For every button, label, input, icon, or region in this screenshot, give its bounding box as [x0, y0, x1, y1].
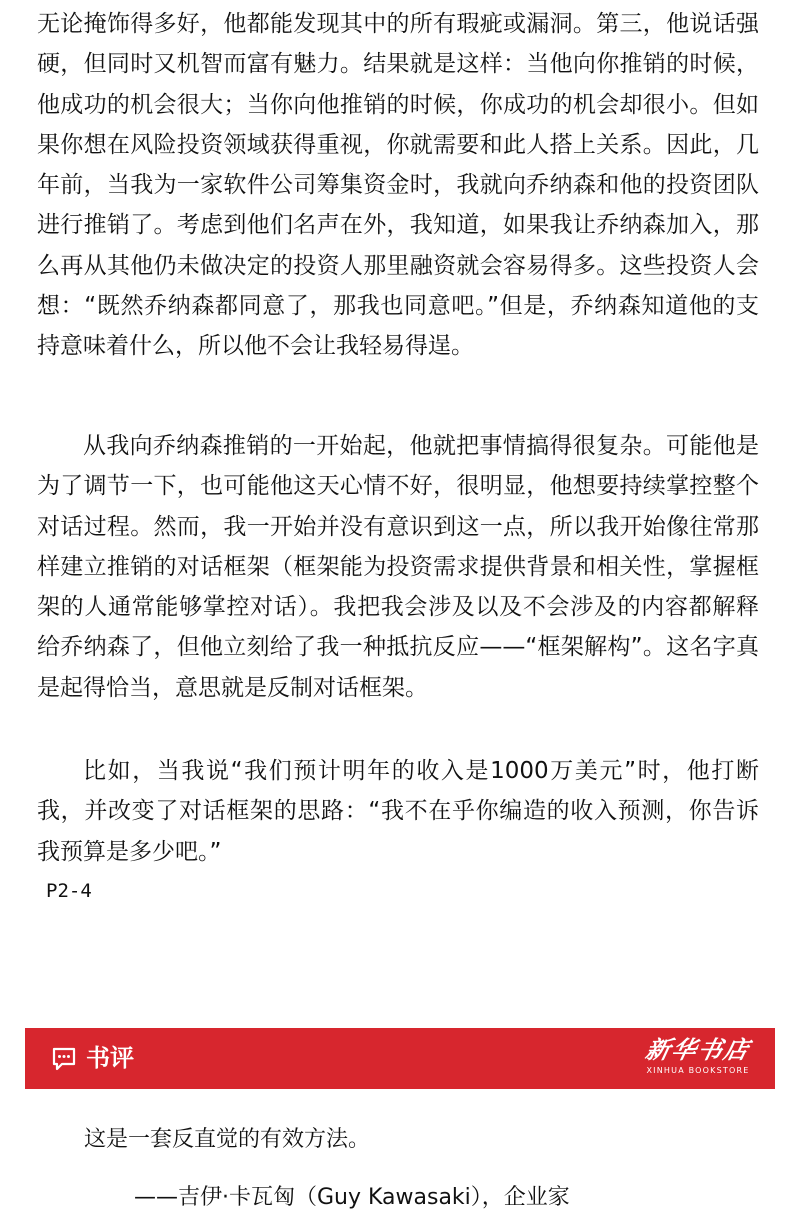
article-paragraph-3: 比如，当我说“我们预计明年的收入是1000万美元”时，他打断我，并改变了对话框架的思路：“我不在乎你编造的收入预测，你告诉我预算是多少吧。”: [37, 758, 759, 865]
page-reference: P2-4: [46, 880, 92, 902]
review-text: 这是一套反直觉的有效方法。: [84, 1127, 371, 1152]
chat-bubble-icon: [51, 1046, 77, 1072]
logo-english-text: XINHUA BOOKSTORE: [646, 1066, 750, 1075]
xinhua-bookstore-logo: [643, 1035, 753, 1083]
logo-chinese-text: 新华书店: [643, 1035, 754, 1064]
review-banner: [25, 1028, 775, 1089]
article-paragraph-2: 从我向乔纳森推销的一开始起，他就把事情搞得很复杂。可能他是为了调节一下，也可能他这天心情不好，很明显，他想要持续掌控整个对话过程。然而，我一开始并没有意识到这一点，所以我开始像往常那样建立推销的对话框架（框架能为投资需求提供背景和相关性，掌握框架的人通常能够掌控对话）。我把我会涉及以及不会涉及的内容都解释给乔纳森了，但他立刻给了我一种抵抗反应——“框架解构”。这名字真是起得恰当，意思就是反制对话框架。: [37, 433, 759, 701]
review-banner-title: 书评: [86, 1044, 134, 1072]
article-paragraph-1: 无论掩饰得多好，他都能发现其中的所有瑕疵或漏洞。第三，他说话强硬，但同时又机智而富有魅力。结果就是这样：当他向你推销的时候，他成功的机会很大；当你向他推销的时候，你成功的机会却很小。但如果你想在风险投资领域获得重视，你就需要和此人搭上关系。因此，几年前，当我为一家软件公司筹集资金时，我就向乔纳森和他的投资团队进行推销了。考虑到他们名声在外，我知道，如果我让乔纳森加入，那么再从其他仍未做决定的投资人那里融资就会容易得多。这些投资人会想：“既然乔纳森都同意了，那我也同意吧。”但是，乔纳森知道他的支持意味着什么，所以他不会让我轻易得逞。: [37, 11, 759, 360]
review-attribution: ——吉伊·卡瓦匈（Guy Kawasaki），企业家: [134, 1185, 570, 1210]
